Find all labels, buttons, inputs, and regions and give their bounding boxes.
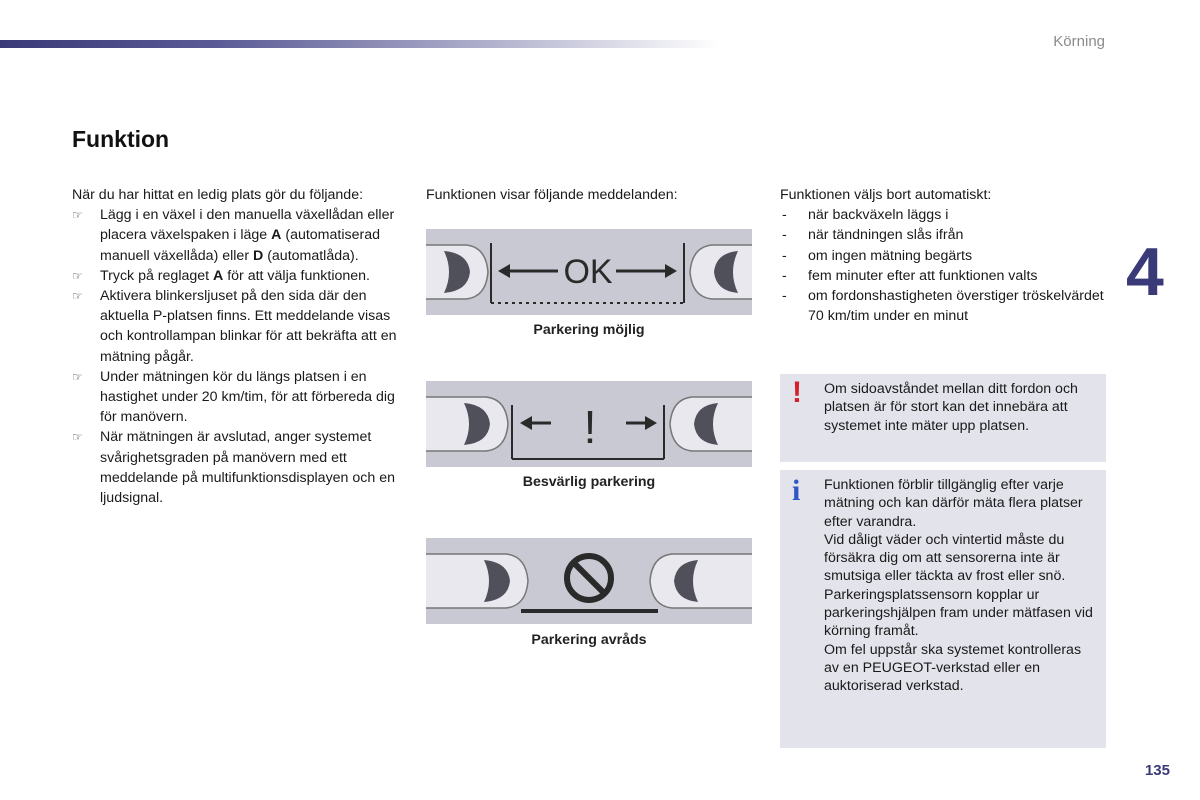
info-paragraph: Vid dåligt väder och vintertid måste du försäkra dig om att sensorerna inte är smutsiga eller täckta av frost eller snö. [824,531,1066,585]
deactivation-item: - om fordonshastigheten överstiger tröskelvärdet 70 km/tim under en minut [782,288,1104,325]
instructions-column [72,185,407,508]
instruction-steps [72,205,407,508]
instruction-step: ☞ Under mätningen kör du längs platsen i en hastighet under 20 km/tim, för att förbereda dig för manövern. [72,368,395,426]
instruction-step: ☞ Aktivera blinkersljuset på den sida där den aktuella P-platsen finns. Ett meddelande visas och kontrollampan blinkar för att bekräfta att en mätning pågår. [72,288,397,365]
left-car-icon [426,397,508,451]
ok-label: OK [563,253,613,291]
warning-note [780,374,1106,462]
pointing-hand-icon: ☞ [72,430,83,445]
left-car-icon [426,554,528,608]
messages-column [426,185,756,205]
info-text [824,476,1096,696]
instruction-step: ☞ Lägg i en växel i den manuella växellådan eller placera växelspaken i läge A (automatiserad manuell växellåda) eller D (automatlåda). [72,207,395,264]
parking-not-advised-illustration [426,538,752,624]
deactivation-item: - när tändningen slås ifrån [782,227,964,244]
pointing-hand-icon: ☞ [72,289,83,304]
right-car-icon [690,245,752,299]
exclamation-icon: ! [792,376,802,409]
right-car-icon [650,554,752,608]
instruction-step: ☞ När mätningen är avslutad, anger systemet svårighetsgraden på manövern med ett meddelande på multifunktionsdisplayen och en ljudsignal. [72,429,395,507]
page-title: Funktion [72,126,170,152]
pointing-hand-icon: ☞ [72,268,83,283]
difficult-parking-caption: Besvärlig parkering [522,474,656,490]
page-number: 135 [1144,762,1170,779]
parking-not-advised-caption: Parkering avråds [531,632,647,648]
deactivation-item: - fem minuter efter att funktionen valts [782,267,1038,284]
instructions-intro: När du har hittat en ledig plats gör du följande: [72,187,364,203]
deactivation-list [780,205,1110,326]
caution-label: ! [583,401,597,453]
header-decor-bar [0,40,720,48]
instruction-step: ☞ Tryck på reglaget A för att välja funktionen. [72,266,407,286]
parking-possible-caption: Parkering möjlig [533,322,645,338]
pointing-hand-icon: ☞ [72,369,83,384]
info-paragraph: Om fel uppstår ska systemet kontrolleras av en PEUGEOT-verkstad eller en auktoriserad verkstad. [824,641,1082,695]
info-paragraph: Funktionen förblir tillgänglig efter varje mätning och kan därför mäta flera platser efter varandra. [824,477,1083,530]
difficult-parking-illustration [426,381,752,467]
no-entry-icon [567,556,611,600]
parking-possible-illustration [426,229,752,315]
deactivation-item: - när backväxeln läggs i [782,207,949,224]
section-title: Körning [1053,33,1105,50]
warning-text: Om sidoavståndet mellan ditt fordon och platsen är för stort kan det innebära att systemet inte mäter upp platsen. [824,381,1078,434]
left-car-icon [426,245,488,299]
deactivation-item: - om ingen mätning begärts [782,247,973,264]
pointing-hand-icon: ☞ [72,208,83,223]
deactivation-intro: Funktionen väljs bort automatiskt: [780,187,992,203]
deactivation-column [780,185,1110,326]
info-paragraph: Parkeringsplatssensorn kopplar ur parkeringshjälpen fram under mätfasen vid körning framåt. [824,586,1093,640]
right-car-icon [670,397,752,451]
info-note [780,470,1106,748]
chapter-number: 4 [1126,234,1164,310]
info-icon: i [792,474,801,507]
messages-intro: Funktionen visar följande meddelanden: [426,187,678,203]
